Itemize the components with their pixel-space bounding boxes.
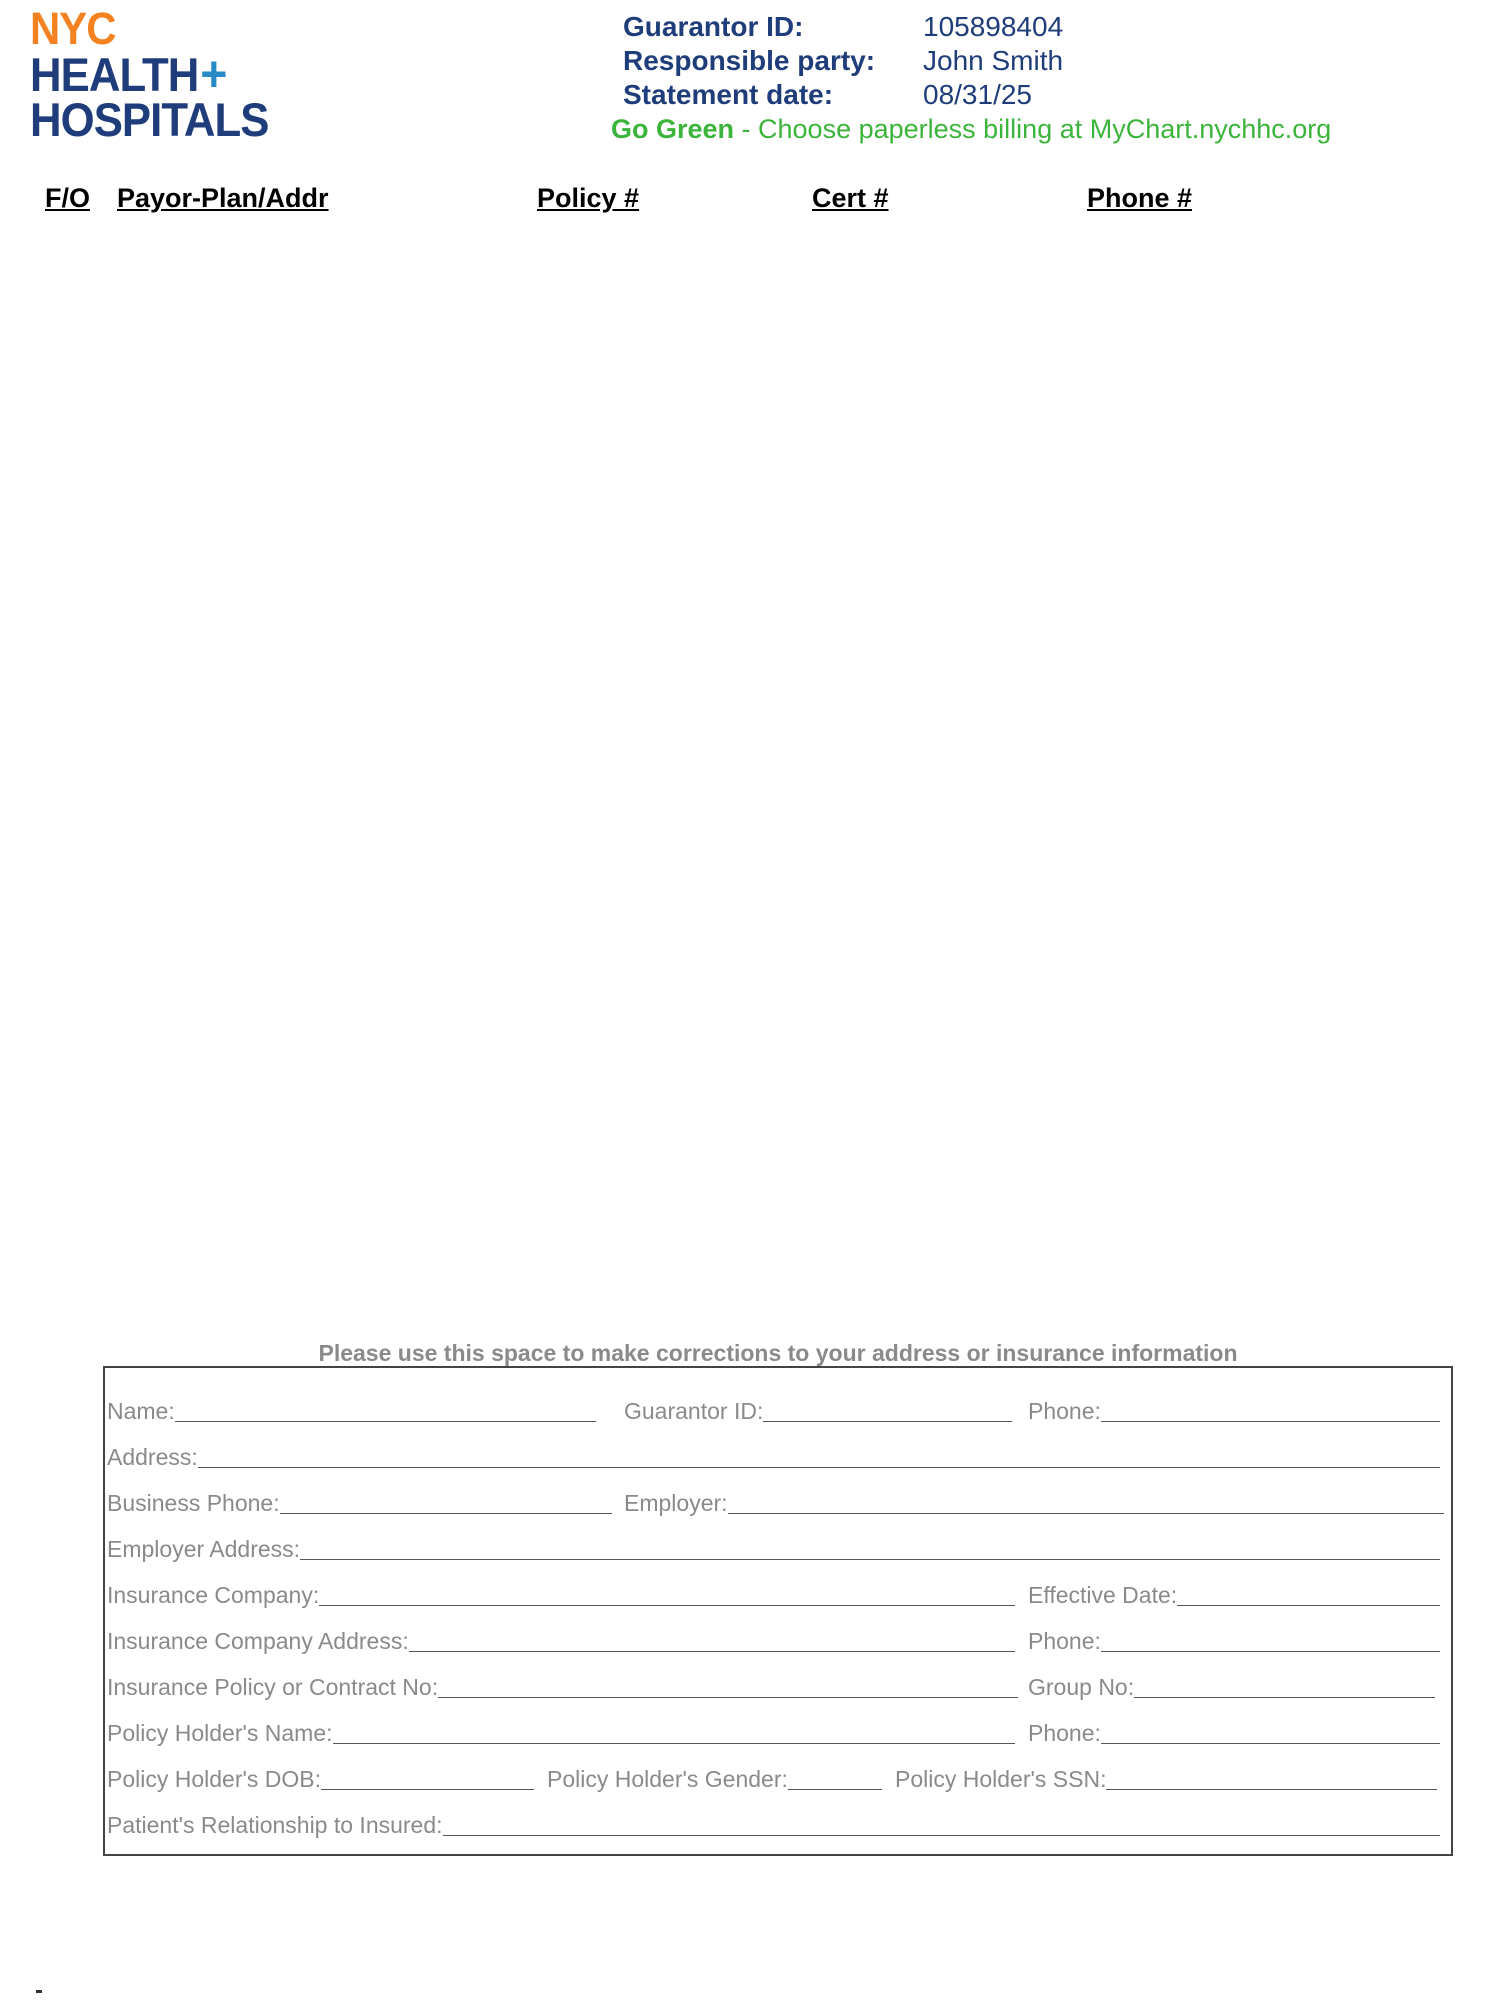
insurance-company-address-label: Insurance Company Address: bbox=[107, 1628, 409, 1654]
logo-hospitals-text: HOSPITALS bbox=[30, 93, 269, 146]
insurance-policy-no-line[interactable] bbox=[438, 1675, 1018, 1698]
guarantor-id-field[interactable] bbox=[624, 1398, 1012, 1425]
employer-address-line[interactable] bbox=[300, 1537, 1440, 1560]
column-header-policy: Policy # bbox=[537, 183, 640, 213]
insurance-company-address-field[interactable] bbox=[107, 1628, 1015, 1655]
policy-holder-phone-field[interactable] bbox=[1028, 1720, 1440, 1747]
logo-health-text bbox=[30, 46, 269, 102]
effective-date-line[interactable] bbox=[1177, 1583, 1440, 1606]
go-green-label: Go Green bbox=[611, 114, 735, 144]
policy-holder-ssn-label: Policy Holder's SSN: bbox=[895, 1766, 1107, 1792]
nyc-health-hospitals-logo bbox=[30, 3, 286, 146]
business-phone-label: Business Phone: bbox=[107, 1490, 280, 1516]
insurance-company-address-line[interactable] bbox=[409, 1629, 1015, 1652]
policy-holder-phone-label: Phone: bbox=[1028, 1720, 1101, 1746]
corrections-form bbox=[103, 1366, 1453, 1856]
responsible-party-label: Responsible party: bbox=[623, 45, 876, 76]
employer-address-field[interactable] bbox=[107, 1536, 1440, 1563]
policy-holder-ssn-line[interactable] bbox=[1106, 1767, 1437, 1790]
phone-label: Phone: bbox=[1028, 1398, 1101, 1424]
policy-holder-phone-line[interactable] bbox=[1101, 1721, 1440, 1744]
statement-date-label: Statement date: bbox=[623, 79, 834, 110]
policy-holder-dob-field[interactable] bbox=[107, 1766, 534, 1793]
address-line[interactable] bbox=[198, 1445, 1440, 1468]
logo-nyc-text: NYC bbox=[30, 3, 116, 54]
name-line[interactable] bbox=[175, 1399, 596, 1422]
insurance-phone-line[interactable] bbox=[1101, 1629, 1440, 1652]
employer-address-label: Employer Address: bbox=[107, 1536, 301, 1562]
guarantor-id-form-label: Guarantor ID: bbox=[624, 1398, 764, 1424]
insurance-company-field[interactable] bbox=[107, 1582, 1015, 1609]
group-no-line[interactable] bbox=[1134, 1675, 1435, 1698]
patient-relationship-field[interactable] bbox=[107, 1812, 1440, 1839]
insurance-company-label: Insurance Company: bbox=[107, 1582, 320, 1608]
policy-holder-dob-label: Policy Holder's DOB: bbox=[107, 1766, 322, 1792]
guarantor-id-value: 105898404 bbox=[923, 11, 1064, 42]
patient-relationship-label: Patient's Relationship to Insured: bbox=[107, 1812, 443, 1838]
plus-icon: + bbox=[200, 46, 227, 102]
effective-date-label: Effective Date: bbox=[1028, 1582, 1178, 1608]
business-phone-field[interactable] bbox=[107, 1490, 612, 1517]
responsible-party-value: John Smith bbox=[923, 45, 1064, 76]
address-label: Address: bbox=[107, 1444, 198, 1470]
go-green-notice bbox=[611, 114, 1331, 145]
employer-line[interactable] bbox=[728, 1491, 1444, 1514]
form-caption: Please use this space to make corrections to your address or insurance information bbox=[318, 1340, 1238, 1366]
group-no-field[interactable] bbox=[1028, 1674, 1435, 1701]
insurance-phone-label: Phone: bbox=[1028, 1628, 1101, 1654]
policy-holder-name-label: Policy Holder's Name: bbox=[107, 1720, 333, 1746]
group-no-label: Group No: bbox=[1028, 1674, 1135, 1700]
address-field[interactable] bbox=[107, 1444, 1440, 1471]
business-phone-line[interactable] bbox=[280, 1491, 612, 1514]
effective-date-field[interactable] bbox=[1028, 1582, 1440, 1609]
column-header-cert: Cert # bbox=[812, 183, 889, 213]
page-mark bbox=[36, 1990, 42, 1993]
insurance-policy-no-label: Insurance Policy or Contract No: bbox=[107, 1674, 439, 1700]
policy-holder-gender-label: Policy Holder's Gender: bbox=[547, 1766, 788, 1792]
policy-holder-gender-field[interactable] bbox=[547, 1766, 882, 1793]
column-header-payor: Payor-Plan/Addr bbox=[117, 183, 329, 213]
insurance-policy-no-field[interactable] bbox=[107, 1674, 1018, 1701]
insurance-phone-field[interactable] bbox=[1028, 1628, 1440, 1655]
policy-holder-ssn-field[interactable] bbox=[895, 1766, 1437, 1793]
column-header-phone: Phone # bbox=[1087, 183, 1193, 213]
policy-holder-gender-line[interactable] bbox=[788, 1767, 882, 1790]
name-field[interactable] bbox=[107, 1398, 596, 1425]
go-green-text: - Choose paperless billing at MyChart.nychhc.org bbox=[734, 114, 1332, 144]
patient-relationship-line[interactable] bbox=[443, 1813, 1440, 1836]
logo-health-word: HEALTH bbox=[30, 48, 199, 101]
column-header-fo: F/O bbox=[45, 183, 90, 213]
policy-holder-dob-line[interactable] bbox=[321, 1767, 534, 1790]
name-label: Name: bbox=[107, 1398, 175, 1424]
phone-line[interactable] bbox=[1101, 1399, 1440, 1422]
employer-field[interactable] bbox=[624, 1490, 1444, 1517]
policy-holder-name-line[interactable] bbox=[333, 1721, 1015, 1744]
insurance-company-line[interactable] bbox=[319, 1583, 1015, 1606]
guarantor-id-label: Guarantor ID: bbox=[623, 11, 804, 42]
policy-holder-name-field[interactable] bbox=[107, 1720, 1015, 1747]
statement-date-value: 08/31/25 bbox=[923, 79, 1032, 110]
employer-label: Employer: bbox=[624, 1490, 728, 1516]
phone-field[interactable] bbox=[1028, 1398, 1440, 1425]
guarantor-id-line[interactable] bbox=[763, 1399, 1012, 1422]
